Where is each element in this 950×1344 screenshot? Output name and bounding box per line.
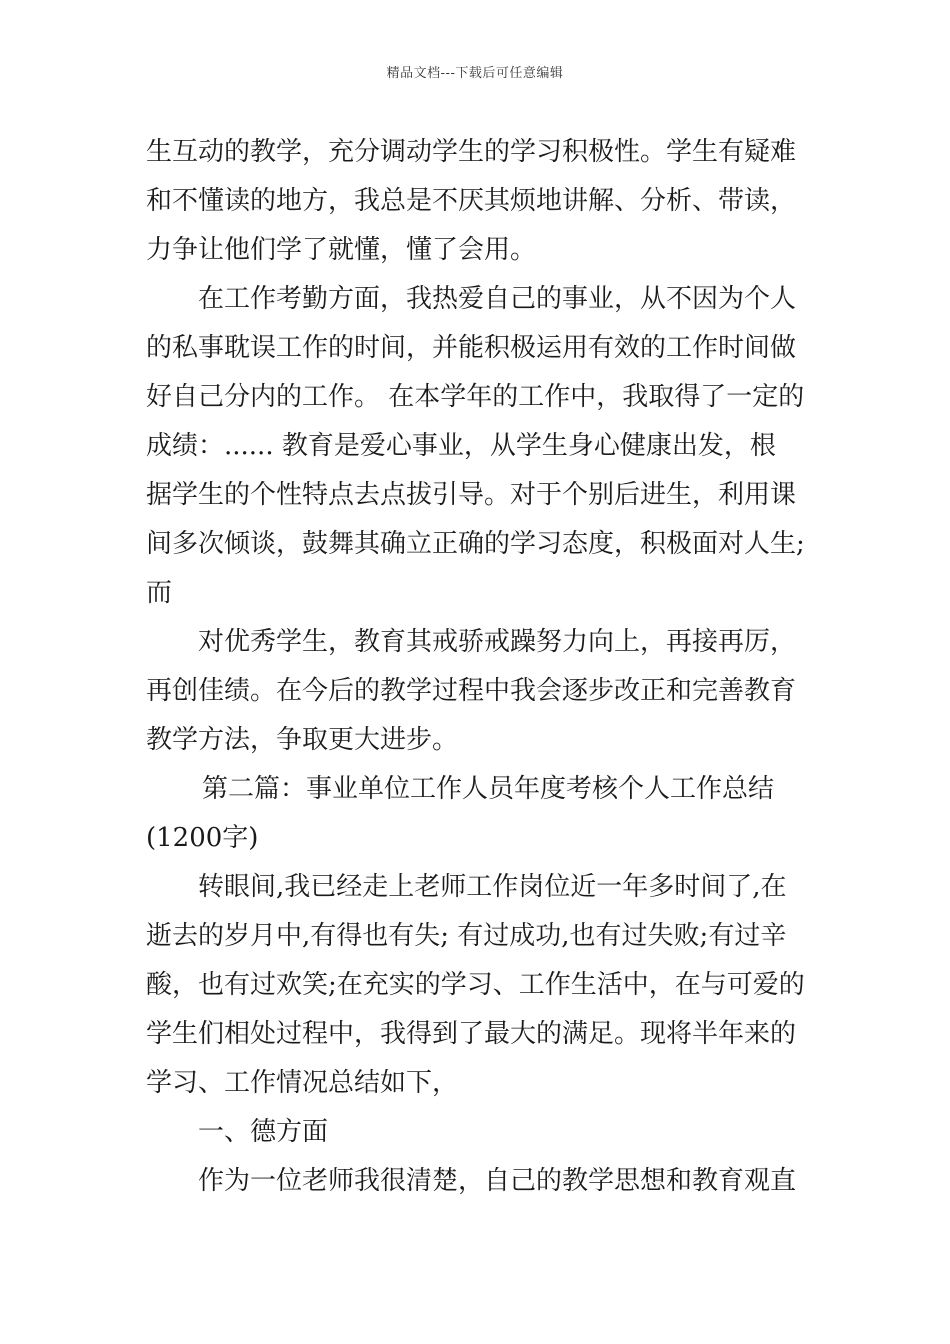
text-line: 作为一位老师我很清楚，自己的教学思想和教育观直 (198, 1166, 797, 1196)
section-heading: 第二篇：事业单位工作人员年度考核个人工作总结 (202, 774, 775, 804)
text-line: 和不懂读的地方，我总是不厌其烦地讲解、分析、带读， (146, 186, 797, 216)
document-body (146, 128, 816, 1206)
text-line: 生互动的教学，充分调动学生的学习积极性。学生有疑难 (146, 137, 797, 167)
text-line: 成绩：...... 教育是爱心事业，从学生身心健康出发，根 (146, 431, 776, 461)
text-line: 酸，也有过欢笑;在充实的学习、工作生活中，在与可爱的 (146, 970, 805, 1000)
text-line: 在工作考勤方面，我热爱自己的事业，从不因为个人 (198, 284, 797, 314)
text-line: 再创佳绩。在今后的教学过程中我会逐步改正和完善教育 (146, 676, 797, 706)
text-line: 据学生的个性特点去点拔引导。对于个别后进生，利用课 (146, 480, 797, 510)
text-line: (1200字) (146, 823, 259, 853)
text-line: 好自己分内的工作。 在本学年的工作中，我取得了一定的 (146, 382, 805, 412)
text-line: 转眼间,我已经走上老师工作岗位近一年多时间了,在 (198, 872, 787, 902)
text-line: 力争让他们学了就懂，懂了会用。 (146, 235, 537, 265)
text-line: 而 (146, 578, 173, 608)
subsection-heading: 一、德方面 (198, 1117, 329, 1147)
text-line: 教学方法，争取更大进步。 (146, 725, 459, 755)
text-line: 间多次倾谈，鼓舞其确立正确的学习态度，积极面对人生; (146, 529, 805, 559)
text-line: 的私事耽误工作的时间，并能积极运用有效的工作时间做 (146, 333, 797, 363)
text-line: 学习、工作情况总结如下， (146, 1068, 459, 1098)
text-line: 逝去的岁月中,有得也有失; 有过成功,也有过失败;有过辛 (146, 921, 787, 951)
page-header: 精品文档---下载后可任意编辑 (386, 66, 564, 81)
text-line: 对优秀学生，教育其戒骄戒躁努力向上，再接再厉， (198, 627, 797, 657)
text-line: 学生们相处过程中，我得到了最大的满足。现将半年来的 (146, 1019, 797, 1049)
